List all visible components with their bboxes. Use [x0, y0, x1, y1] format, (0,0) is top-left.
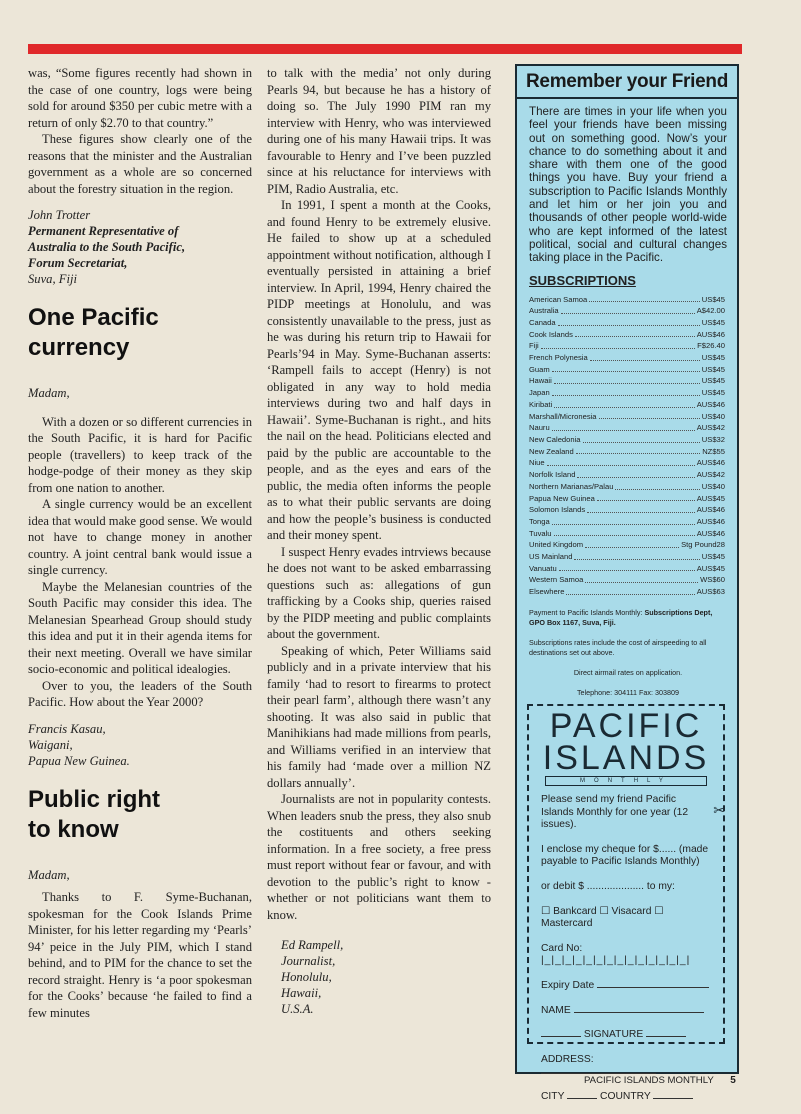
- scissors-icon: ✂: [713, 802, 725, 818]
- rate-row: [529, 551, 725, 563]
- card-number-boxes: |_|_|_|_|_|_|_|_|_|_|_|_|_|_|: [541, 955, 691, 967]
- rate-country: Kiribati: [529, 399, 553, 409]
- rate-country: Norfolk Island: [529, 470, 576, 480]
- rate-price: AUS$42: [696, 470, 725, 480]
- card-number-field[interactable]: [541, 943, 711, 968]
- subscriptions-heading: SUBSCRIPTIONS: [529, 272, 636, 288]
- rate-price: Stg Pound28: [681, 540, 725, 550]
- rate-price: AUS$46: [696, 399, 725, 409]
- country-label: COUNTRY: [600, 1090, 651, 1102]
- rate-price: AUS$42: [696, 423, 725, 433]
- rate-price: AUS$46: [696, 458, 725, 468]
- heading-line: Public right: [28, 785, 160, 813]
- rate-country: Tuvalu: [529, 528, 552, 538]
- column-middle: [267, 65, 491, 1017]
- signature-name: John Trotter: [28, 208, 91, 222]
- rate-price: US$45: [701, 552, 725, 562]
- dot-leader: [554, 375, 700, 384]
- dot-leader: [552, 387, 700, 396]
- country-line: [653, 1098, 693, 1099]
- dot-leader: [597, 493, 695, 502]
- rate-row: [529, 340, 725, 352]
- rate-country: Australia: [529, 306, 559, 316]
- signature-line: Francis Kasau,: [28, 721, 106, 736]
- expiry-field[interactable]: [541, 980, 711, 993]
- rate-row: [529, 317, 725, 329]
- dot-leader: [585, 539, 679, 548]
- rate-row: [529, 375, 725, 387]
- rate-row: [529, 422, 725, 434]
- rate-country: Hawaii: [529, 376, 552, 386]
- dot-leader: [559, 563, 695, 572]
- rate-price: WS$60: [700, 575, 725, 585]
- rate-country: New Zealand: [529, 446, 574, 456]
- dot-leader: [554, 528, 695, 537]
- airmail-note: Direct airmail rates on application.: [573, 667, 683, 677]
- rate-price: AUS$45: [696, 493, 725, 503]
- card-number-label: Card No:: [541, 942, 583, 954]
- rate-row: [529, 434, 725, 446]
- signature-line: Hawaii,: [281, 986, 322, 1000]
- rate-price: US$45: [701, 376, 725, 386]
- rate-country: Papua New Guinea: [529, 493, 595, 503]
- rate-price: F$26.40: [697, 341, 725, 351]
- rate-price: AUS$45: [696, 563, 725, 573]
- letter3-signature: [281, 937, 491, 1017]
- divider: [517, 97, 737, 99]
- name-line: [574, 1012, 704, 1013]
- rate-country: Elsewhere: [529, 587, 565, 597]
- rate-country: American Samoa: [529, 294, 588, 304]
- publication-name: PACIFIC ISLANDS MONTHLY: [584, 1075, 714, 1086]
- rate-country: New Caledonia: [529, 435, 581, 444]
- city-line: [567, 1098, 597, 1099]
- signature-line: Permanent Representative of: [28, 224, 179, 238]
- rate-price: AUS$46: [696, 329, 725, 339]
- letter2-paragraph: With a dozen or so different currencies in the South Pacific, it is hard for Pacific people (travellers) to keep track of the hodge-podge of their money as they skip from one nation to another.: [28, 414, 252, 495]
- dot-leader: [587, 504, 695, 513]
- pim-logo: [529, 707, 723, 786]
- rate-row: [529, 469, 725, 481]
- rate-row: [529, 329, 725, 341]
- rate-row: [529, 387, 725, 399]
- payment-note-text: Payment to Pacific Islands Monthly:: [529, 607, 645, 617]
- rate-country: Tonga: [529, 516, 550, 526]
- rate-price: US$45: [701, 317, 725, 327]
- dot-leader: [561, 305, 695, 314]
- letter3-paragraph: to talk with the media’ not only during Pearls 94, but because he has a history of doing so. The July 1990 PIM ran my interview with Henry, who was interviewed during one of his many Hawaii trips. It was favourable to Henry and I’ve been puzzled since at his reluctance for interviews with PIM, Radio Australia, etc.: [267, 66, 491, 196]
- payment-note: [529, 608, 727, 628]
- rate-row: [529, 493, 725, 505]
- signature-line: Ed Rampell,: [281, 938, 344, 952]
- city-label: CITY: [541, 1090, 565, 1102]
- expiry-label: Expiry Date: [541, 979, 595, 991]
- letter3-paragraph: I suspect Henry evades intrviews because he does not want to be asked embarrassing questions such as: allegations of gun trafficking by a Cooks ship, queries raised by the PIDP meeting and public complaints about the government.: [267, 544, 491, 641]
- rate-country: Nauru: [529, 423, 550, 433]
- letter3-paragraph: Journalists are not in popularity contests. When leaders snub the press, they also snub the costituents and others seeking information. In a free society, a free press must report without fear or favour, and with devotion to the public’s right to know - whether or not politicians want them to know.: [267, 792, 491, 922]
- rate-row: [529, 574, 725, 586]
- dot-leader: [577, 469, 694, 478]
- rate-price: AUS$46: [696, 528, 725, 538]
- signature-label: SIGNATURE: [583, 1029, 644, 1041]
- rate-row: [529, 399, 725, 411]
- rate-price: A$42.00: [696, 306, 725, 316]
- dot-leader: [552, 516, 695, 525]
- rate-row: [529, 294, 725, 306]
- signature-line: U.S.A.: [281, 1002, 314, 1016]
- rate-country: Northern Marianas/Palau: [529, 481, 614, 491]
- heading-line: One Pacific: [28, 304, 159, 331]
- page-number: 5: [730, 1075, 736, 1086]
- name-label: NAME: [541, 1004, 571, 1016]
- logo-line: PACIFIC: [549, 707, 703, 745]
- rate-row: [529, 586, 725, 598]
- signature-line-left: [541, 1036, 581, 1037]
- rate-country: Guam: [529, 364, 550, 374]
- card-type-options[interactable]: ☐ Bankcard ☐ Visacard ☐ Mastercard: [541, 905, 664, 930]
- heading-line: currency: [28, 334, 130, 361]
- sidebar-title: Remember your Friend: [526, 71, 728, 92]
- phone-fax: Telephone: 304111 Fax: 303809: [576, 687, 680, 697]
- salutation: Madam,: [28, 386, 70, 400]
- dot-leader: [575, 329, 695, 338]
- expiry-line: [597, 987, 709, 988]
- city-country-field[interactable]: [541, 1091, 711, 1104]
- letter3-paragraph: Speaking of which, Peter Williams said publicly and in a private interview that his family ‘had to resort to firearms to protect their pearl farm’, although there wasn’t any shooting. It was also said in public that Manihikians had made millions from pearls, and Williams verified in an interview that his family had ‘made over a million NZ dollars annually’.: [267, 643, 491, 790]
- letter3-paragraph: Thanks to F. Syme-Buchanan, spokesman for the Cook Islands Prime Minister, for his letter regarding my ‘Pearls’ 94’ peice in the July PIM, which I stand behind, and to PIM for the chance to set the record straight. Henry is ‘a poor spokesman for the Cooks’ because ‘he failed to find a few minutes: [28, 890, 252, 1020]
- letter1-paragraph: These figures show clearly one of the reasons that the minister and the Australian government as a whole are so concerned about the forestry situation in the region.: [28, 132, 252, 196]
- rate-row: [529, 364, 725, 376]
- rate-country: Cook Islands: [529, 329, 573, 339]
- sidebar-intro: There are times in your life when you feel your friends have been missing out on something good. Now’s your chance to do something about it and share with them one of the good things you have. Buy your friend a subscription to Pacific Islands Monthly and let him or her join you and thousands of other people world-wide who are kept informed of the latest political, social and cultural changes taking place in the Pacific.: [529, 105, 727, 265]
- rate-row: [529, 457, 725, 469]
- payment-address: Subscriptions Dept, GPO Box 1167, Suva, Fiji.: [529, 607, 713, 627]
- dot-leader: [583, 434, 700, 443]
- rate-price: AUS$63: [696, 587, 725, 597]
- rate-country: Solomon Islands: [529, 505, 586, 515]
- rate-price: NZ$55: [702, 446, 725, 456]
- signature-line: Australia to the South Pacific,: [28, 240, 186, 254]
- dot-leader: [615, 481, 699, 490]
- rate-row: [529, 446, 725, 458]
- dot-leader: [566, 586, 694, 595]
- dot-leader: [558, 317, 700, 326]
- dot-leader: [590, 352, 700, 361]
- letter2-paragraph: A single currency would be an excellent idea that would make good sense. We would not have to change money in another country. A joint central bank would issue a single currency.: [28, 497, 252, 577]
- coupon-debit-text[interactable]: or debit $ .................... to my:: [541, 880, 675, 892]
- rates-note: Subscriptions rates include the cost of airspeeding to all destinations set out above.: [529, 637, 707, 657]
- rate-country: Canada: [529, 317, 556, 327]
- name-field[interactable]: [541, 1005, 711, 1018]
- rate-price: US$32: [701, 435, 725, 444]
- dot-leader: [552, 422, 695, 431]
- rate-country: US Mainland: [529, 552, 573, 562]
- rates-list: [529, 294, 725, 598]
- signature-line: Suva, Fiji: [28, 272, 77, 286]
- rate-price: US$45: [701, 364, 725, 374]
- signature-field[interactable]: [541, 1029, 711, 1042]
- rate-row: [529, 352, 725, 364]
- letter1-paragraph: was, “Some figures recently had shown in the case of one country, logs were being sold for around $350 per cubic metre with a return of only $2.70 to that country.”: [28, 66, 252, 130]
- dot-leader: [599, 411, 700, 420]
- top-red-bar: [28, 44, 742, 54]
- heading-line: to know: [28, 815, 119, 843]
- heading-one-pacific-currency: [28, 303, 252, 363]
- rate-country: Fiji: [529, 341, 539, 351]
- rate-price: US$45: [701, 294, 725, 304]
- coupon-cheque-text: I enclose my cheque for $...... (made payable to Pacific Islands Monthly): [541, 843, 709, 868]
- dot-leader: [589, 294, 700, 303]
- rate-country: French Polynesia: [529, 353, 588, 363]
- rate-row: [529, 539, 725, 551]
- dot-leader: [552, 364, 700, 373]
- salutation: Madam,: [28, 867, 70, 882]
- rate-price: US$45: [701, 388, 725, 398]
- logo-line: ISLANDS: [542, 739, 710, 777]
- signature-line: Journalist,: [281, 954, 336, 968]
- signature-line: Forum Secretariat,: [28, 256, 128, 270]
- rate-country: Japan: [529, 388, 550, 398]
- letter2-signature: [28, 721, 252, 769]
- signature-line-right: [646, 1036, 686, 1037]
- letter1-signature: [28, 207, 252, 287]
- rate-row: [529, 516, 725, 528]
- rate-country: Vanuatu: [529, 563, 557, 573]
- order-coupon: [527, 704, 725, 1102]
- page-footer: [584, 1075, 736, 1086]
- signature-line: Honolulu,: [281, 970, 332, 984]
- heading-public-right-to-know: [28, 785, 252, 845]
- dot-leader: [576, 446, 700, 455]
- dot-leader: [541, 340, 695, 349]
- dot-leader: [585, 574, 698, 583]
- rate-price: AUS$46: [696, 516, 725, 526]
- rate-price: AUS$46: [696, 505, 725, 515]
- dot-leader: [547, 457, 695, 466]
- letter3-paragraph: In 1991, I spent a month at the Cooks, and found Henry to be extremely elusive. He failed to show up at a scheduled appointment without notification, although I eventually persisted in attaining a brief interview. In April, 1994, Henry chaired the PIDP meetings at Honolulu, and was consistently unavailable to the press, just as he was during his return trip to Hawaii for Pearls’94 in May. Syme-Buchanan asserts: ‘Rampell fails to accept (Henry) is not obligated in any way to hold media interviews during two and half days in Hawaii’. Syme-Buchanan is right., and hits the nail on the head. Politicians elected and paid by the public are accountable to the people, and as the eyes and ears of the public, the media often informs the people as to what their public servants are doing and how the people’s business is conducted and their money spent.: [267, 198, 491, 542]
- letter2-paragraph: Maybe the Melanesian countries of the South Pacific may consider this idea. The Melanesian Spearhead Group should study this idea and put it in their agenda items for their next meeting. Overall we have similar socio-economic and political idealogies.: [28, 579, 252, 676]
- rate-row: [529, 528, 725, 540]
- logo-line: MONTHLY: [545, 776, 707, 786]
- dot-leader: [554, 399, 694, 408]
- signature-line: Waigani,: [28, 737, 73, 752]
- rate-country: Western Samoa: [529, 575, 584, 585]
- rate-country: United Kingdom: [529, 540, 584, 550]
- signature-line: Papua New Guinea.: [28, 753, 130, 768]
- rate-price: US$40: [701, 411, 725, 421]
- column-left: [28, 65, 252, 1021]
- rate-row: [529, 504, 725, 516]
- rate-row: [529, 563, 725, 575]
- address-label: ADDRESS:: [541, 1053, 594, 1065]
- rate-price: US$45: [701, 353, 725, 363]
- rate-country: Marshall/Micronesia: [529, 411, 597, 421]
- rate-price: US$40: [701, 481, 725, 491]
- dot-leader: [574, 551, 699, 560]
- rate-row: [529, 411, 725, 423]
- subscription-sidebar: [515, 64, 739, 1102]
- coupon-request-text: Please send my friend Pacific Islands Monthly for one year (12 issues).: [541, 794, 689, 831]
- letter2-paragraph: Over to you, the leaders of the South Pacific. How about the Year 2000?: [28, 678, 252, 709]
- rate-country: Niue: [529, 458, 545, 468]
- rate-row: [529, 481, 725, 493]
- rate-row: [529, 305, 725, 317]
